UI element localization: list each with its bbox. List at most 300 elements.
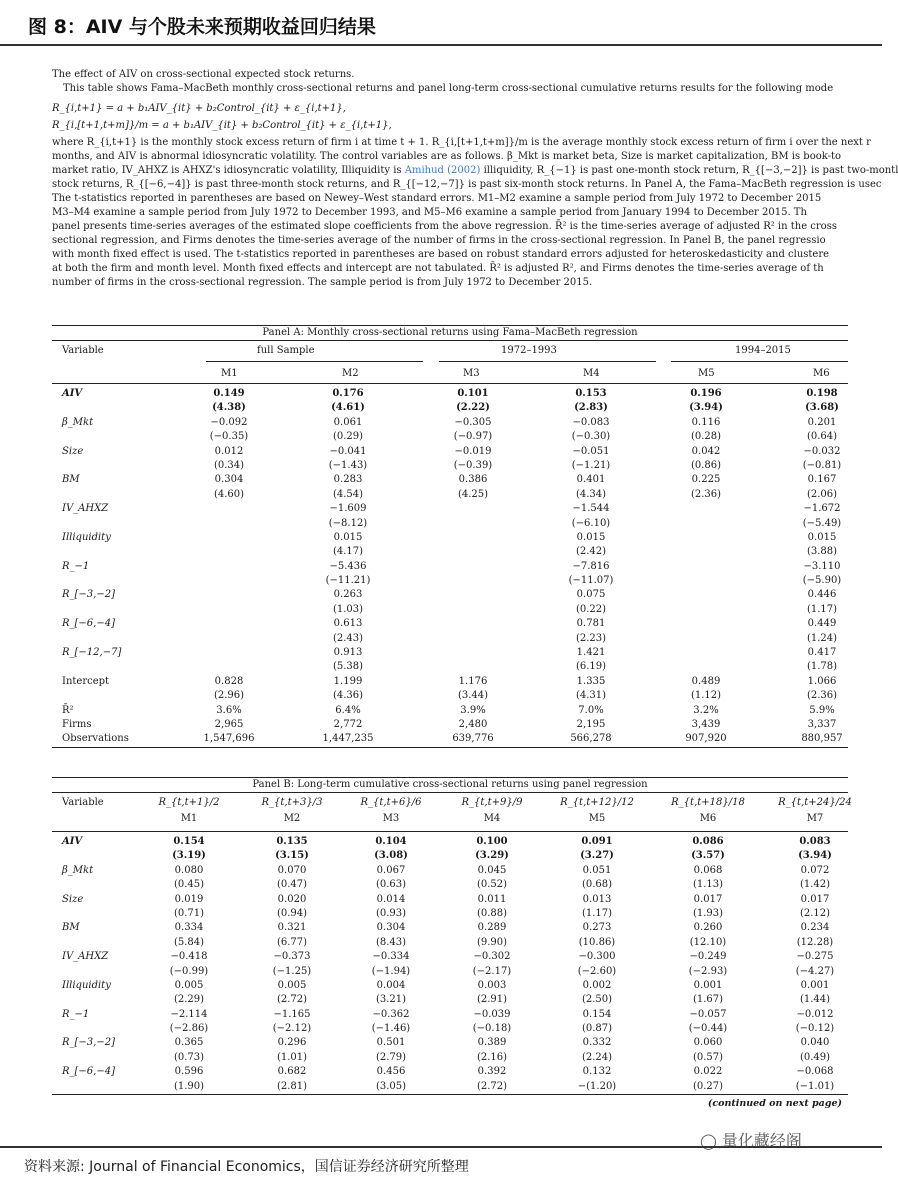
table-cell: (0.93) — [375, 907, 407, 919]
table-cell: (10.86) — [578, 936, 616, 948]
table-cell: (5.84) — [173, 936, 205, 948]
table-cell: (3.88) — [806, 546, 838, 558]
table-cell: (2.06) — [806, 488, 838, 500]
caption-line: at both the firm and month level. Month fixed effects and intercept are not tabulated. R̄² is adjusted R², and Firms denotes the time-series average of th — [52, 263, 824, 274]
row-label: β_Mkt — [62, 416, 94, 428]
row-label: R_−1 — [62, 560, 90, 572]
table-cell: 5.9% — [809, 704, 835, 716]
caption-line: panel presents time-series averages of the estimated slope coefficients from the above regression. R̄² is the time-series average of adjusted R² in the cross — [52, 221, 837, 232]
dependent-variable-header: R_{t,t+1}/2 — [158, 797, 220, 808]
model-header: M4 — [583, 368, 600, 379]
group-rule — [671, 361, 848, 362]
table-cell: (4.31) — [575, 690, 607, 702]
table-cell: 0.014 — [376, 893, 406, 905]
table-cell: 0.004 — [376, 979, 406, 991]
table-cell: 0.446 — [807, 589, 837, 601]
table-cell: 7.0% — [578, 704, 604, 716]
table-cell: (5.38) — [332, 661, 364, 673]
table-cell: (−0.35) — [209, 431, 249, 443]
table-cell: (2.91) — [476, 994, 508, 1006]
table-cell: 2,480 — [458, 718, 488, 730]
table-cell: 0.456 — [376, 1066, 406, 1078]
model-header: M7 — [806, 813, 824, 824]
table-cell: (2.36) — [690, 488, 722, 500]
table-row — [52, 993, 848, 1007]
table-cell: 0.070 — [277, 864, 307, 876]
row-label: AIV — [62, 836, 83, 847]
table-cell: (0.64) — [806, 431, 838, 443]
table-cell: (4.54) — [332, 488, 364, 500]
table-cell: 0.913 — [333, 647, 363, 659]
row-label: R_[−3,−2] — [62, 589, 115, 601]
table-cell: 1.066 — [807, 675, 837, 687]
row-label: Size — [62, 893, 84, 905]
table-cell: 0.153 — [575, 388, 607, 399]
table-cell: 0.828 — [214, 675, 244, 687]
row-label: Intercept — [62, 675, 110, 687]
table-cell: −7.816 — [572, 560, 610, 572]
table-cell: 0.019 — [174, 893, 204, 905]
table-cell: 0.304 — [214, 474, 244, 486]
table-cell: −3.110 — [803, 560, 841, 572]
table-cell: (2.16) — [476, 1051, 508, 1063]
table-cell: 6.4% — [335, 704, 361, 716]
table-cell: 1,547,696 — [203, 733, 255, 745]
table-row — [52, 1080, 848, 1094]
table-cell: 566,278 — [570, 733, 612, 745]
table-cell: 0.104 — [375, 836, 407, 847]
table-cell: (0.29) — [332, 431, 364, 443]
table-cell: (−0.12) — [795, 1023, 835, 1035]
table-cell: (0.45) — [173, 879, 205, 891]
table-cell: −5.436 — [329, 560, 367, 572]
table-cell: (0.94) — [276, 907, 308, 919]
model-header: M6 — [813, 368, 830, 379]
model-header: M3 — [382, 813, 400, 824]
table-cell: 1.335 — [576, 675, 606, 687]
table-cell: −0.302 — [473, 951, 511, 963]
table-cell: −0.012 — [796, 1008, 834, 1020]
table-cell: (12.10) — [689, 936, 727, 948]
table-cell: 0.075 — [576, 589, 606, 601]
table-cell: 0.002 — [582, 979, 612, 991]
table-cell: −0.373 — [273, 951, 311, 963]
table-cell: 0.365 — [174, 1037, 204, 1049]
group-header: 1972–1993 — [501, 345, 557, 356]
table-row — [52, 864, 848, 878]
table-cell: 0.005 — [174, 979, 204, 991]
table-cell: (4.60) — [213, 488, 245, 500]
table-cell: (−1.94) — [371, 965, 411, 977]
table-cell: 0.198 — [806, 388, 838, 399]
table-cell: −0.019 — [454, 445, 492, 457]
table-row — [52, 473, 848, 487]
table-cell: (0.47) — [276, 879, 308, 891]
caption-line: sectional regression, and Firms denotes the time-series average of the number of firms in the cross-sectional regression. In Panel B, the panel regressio — [52, 235, 826, 246]
model-header: M5 — [588, 813, 606, 824]
table-cell: (−0.99) — [169, 965, 209, 977]
panel-a-header — [52, 341, 848, 384]
table-cell: (1.24) — [806, 632, 838, 644]
table-cell: (1.42) — [799, 879, 831, 891]
caption-line: with month fixed effect is used. The t-statistics reported in parentheses are based on robust standard errors adjusted for heteroskedasticity and clustere — [52, 249, 830, 260]
table-cell: (3.15) — [275, 850, 309, 862]
table-cell: 0.386 — [458, 474, 488, 486]
table-cell: 0.067 — [376, 864, 406, 876]
table-cell: (2.79) — [375, 1051, 407, 1063]
table-cell: 3,337 — [807, 718, 837, 730]
table-cell: (2.43) — [332, 632, 364, 644]
table-row — [52, 979, 848, 993]
table-cell: (3.19) — [172, 850, 206, 862]
table-cell: (1.90) — [173, 1080, 205, 1092]
table-cell: 0.296 — [277, 1037, 307, 1049]
table-cell: (0.68) — [581, 879, 613, 891]
table-cell: 0.154 — [173, 836, 205, 847]
table-cell: 0.015 — [576, 531, 606, 543]
table-cell: (−4.27) — [795, 965, 835, 977]
table-cell: (2.22) — [456, 402, 490, 414]
table-cell: 0.017 — [800, 893, 830, 905]
table-cell: (1.01) — [276, 1051, 308, 1063]
table-cell: 3.2% — [693, 704, 719, 716]
panel-a-title: Panel A: Monthly cross-sectional returns using Fama–MacBeth regression — [52, 325, 848, 341]
table-cell: 0.116 — [691, 416, 721, 428]
table-cell: 0.332 — [582, 1037, 612, 1049]
table-cell: (−2.17) — [472, 965, 512, 977]
table-cell: (1.44) — [799, 994, 831, 1006]
caption-text: market ratio, IV_AHXZ is AHXZ's idiosyncratic volatility, Illiquidity is — [52, 165, 402, 176]
row-label: AIV — [62, 388, 83, 399]
table-cell: −0.305 — [454, 416, 492, 428]
table-caption — [52, 68, 898, 290]
table-cell: 3,439 — [691, 718, 721, 730]
table-cell: (0.73) — [173, 1051, 205, 1063]
table-cell: (−1.43) — [328, 459, 368, 471]
table-cell: 0.068 — [693, 864, 723, 876]
table-cell: 2,772 — [333, 718, 363, 730]
table-cell: 0.080 — [174, 864, 204, 876]
table-cell: (0.27) — [692, 1080, 724, 1092]
table-cell: 1.199 — [333, 675, 363, 687]
table-row — [52, 936, 848, 950]
table-cell: (−8.12) — [328, 517, 368, 529]
table-cell: (2.72) — [476, 1080, 508, 1092]
table-cell: (0.71) — [173, 907, 205, 919]
row-label: R_[−3,−2] — [62, 1037, 115, 1049]
table-cell: 0.225 — [691, 474, 721, 486]
table-cell: (−0.44) — [688, 1023, 728, 1035]
table-cell: (4.36) — [332, 690, 364, 702]
table-cell: (2.50) — [581, 994, 613, 1006]
table-cell: 0.003 — [477, 979, 507, 991]
table-cell: 0.135 — [276, 836, 308, 847]
caption-line: where R_{i,t+1} is the monthly stock excess return of firm i at time t + 1. R_{i,[t+1,t+m]}/m is the average monthly stock excess return of firm i over the next r — [52, 137, 871, 148]
table-row — [52, 1065, 848, 1079]
table-cell: −0.032 — [803, 445, 841, 457]
panel-a-bottom-rule — [52, 747, 848, 748]
table-cell: (3.27) — [580, 850, 614, 862]
table-cell: 1,447,235 — [322, 733, 374, 745]
table-row — [52, 1022, 848, 1036]
table-row — [52, 704, 848, 718]
table-cell: 639,776 — [452, 733, 494, 745]
table-cell: (−2.12) — [272, 1023, 312, 1035]
table-cell: 0.596 — [174, 1066, 204, 1078]
panel-b-table — [52, 777, 852, 1110]
table-cell: (−11.21) — [325, 575, 371, 587]
table-cell: 0.149 — [213, 388, 245, 399]
table-cell: 0.289 — [477, 922, 507, 934]
table-cell: (2.12) — [799, 907, 831, 919]
table-cell: 0.100 — [476, 836, 508, 847]
table-cell: −0.300 — [578, 951, 616, 963]
source-footer — [0, 1146, 882, 1183]
table-cell: (9.90) — [476, 936, 508, 948]
table-cell: (−2.60) — [577, 965, 617, 977]
table-row — [52, 878, 848, 892]
table-cell: (0.52) — [476, 879, 508, 891]
model-header: M5 — [698, 368, 715, 379]
table-cell: (3.05) — [375, 1080, 407, 1092]
table-cell: 0.263 — [333, 589, 363, 601]
table-row — [52, 732, 848, 746]
table-cell: 0.273 — [582, 922, 612, 934]
table-cell: 0.321 — [277, 922, 307, 934]
table-row — [52, 617, 848, 631]
table-cell: 0.417 — [807, 647, 837, 659]
table-cell: 0.001 — [800, 979, 830, 991]
dependent-variable-header: R_{t,t+9}/9 — [461, 797, 523, 808]
table-row — [52, 660, 848, 674]
watermark-text: 量化藏经阁 — [721, 1131, 802, 1150]
caption-line: M3–M4 examine a sample period from July 1972 to December 1993, and M5–M6 examine a sample period from January 1994 to December 2015. Th — [52, 207, 807, 218]
table-cell: (−1.21) — [571, 459, 611, 471]
table-row — [52, 921, 848, 935]
row-label: Firms — [62, 718, 92, 730]
table-cell: 0.781 — [576, 618, 606, 630]
equation-1: R_{i,t+1} = a + b₁AIV_{it} + b₂Control_{it} + ε_{i,t+1}, — [52, 103, 346, 114]
table-cell: 0.401 — [576, 474, 606, 486]
table-cell: 0.086 — [692, 836, 724, 847]
table-cell: (0.49) — [799, 1051, 831, 1063]
table-cell: −0.092 — [210, 416, 248, 428]
table-cell: (−1.25) — [272, 965, 312, 977]
panel-b-title: Panel B: Long-term cumulative cross-sectional returns using panel regression — [52, 777, 848, 793]
table-cell: (2.36) — [806, 690, 838, 702]
table-row — [52, 387, 848, 401]
table-cell: (−2.86) — [169, 1023, 209, 1035]
table-cell: 3.9% — [460, 704, 486, 716]
model-header: M3 — [463, 368, 480, 379]
table-row — [52, 1008, 848, 1022]
group-header: 1994–2015 — [735, 345, 791, 356]
figure-title: 图 8：AIV 与个股未来预期收益回归结果 — [28, 16, 376, 38]
table-cell: (3.94) — [689, 402, 723, 414]
table-row — [52, 560, 848, 574]
table-cell: (0.28) — [690, 431, 722, 443]
table-cell: 0.051 — [582, 864, 612, 876]
table-cell: (2.24) — [581, 1051, 613, 1063]
table-cell: −0.362 — [372, 1008, 410, 1020]
table-cell: −0.068 — [796, 1066, 834, 1078]
table-cell: (2.72) — [276, 994, 308, 1006]
caption-line: number of firms in the cross-sectional regression. The sample period is from July 1972 to December 2015. — [52, 277, 593, 288]
table-cell: 880,957 — [801, 733, 843, 745]
table-cell: 0.042 — [691, 445, 721, 457]
table-cell: (−5.90) — [802, 575, 842, 587]
row-label: Size — [62, 445, 84, 457]
table-cell: 0.234 — [800, 922, 830, 934]
table-cell: 0.489 — [691, 675, 721, 687]
table-cell: 0.015 — [333, 531, 363, 543]
table-row — [52, 950, 848, 964]
table-row — [52, 588, 848, 602]
table-cell: 0.072 — [800, 864, 830, 876]
table-cell: 0.682 — [277, 1066, 307, 1078]
table-cell: 0.061 — [333, 416, 363, 428]
table-row — [52, 603, 848, 617]
row-label: R_[−6,−4] — [62, 618, 115, 630]
panel-b-bottom-rule — [52, 1094, 848, 1095]
table-cell: −0.334 — [372, 951, 410, 963]
table-cell: (3.08) — [374, 850, 408, 862]
table-cell: −1.544 — [572, 503, 610, 515]
row-label: IV_AHXZ — [62, 951, 109, 963]
table-cell: (0.22) — [575, 603, 607, 615]
table-cell: (−0.39) — [453, 459, 493, 471]
row-label: IV_AHXZ — [62, 503, 109, 515]
variable-header: Variable — [62, 797, 104, 808]
table-cell: (2.29) — [173, 994, 205, 1006]
table-row — [52, 517, 848, 531]
table-cell: 0.196 — [690, 388, 722, 399]
table-cell: 0.083 — [799, 836, 831, 847]
table-cell: 0.020 — [277, 893, 307, 905]
table-cell: (2.96) — [213, 690, 245, 702]
table-cell: 0.260 — [693, 922, 723, 934]
table-cell: 0.015 — [807, 531, 837, 543]
caption-line: stock returns, R_{[−6,−4]} is past three-month stock returns, and R_{[−12,−7]} is past six-month stock returns. In Panel A, the Fama–MacBeth regression is usec — [52, 179, 882, 190]
table-cell: (4.25) — [457, 488, 489, 500]
table-cell: (1.03) — [332, 603, 364, 615]
figure-header — [0, 0, 882, 46]
row-label: R_[−12,−7] — [62, 647, 122, 659]
wechat-icon: ◯ — [700, 1132, 717, 1150]
table-cell: (3.68) — [805, 402, 839, 414]
table-cell: (−2.93) — [688, 965, 728, 977]
panel-b-body — [52, 832, 848, 1094]
table-cell: (0.57) — [692, 1051, 724, 1063]
table-cell: (8.43) — [375, 936, 407, 948]
table-cell: (2.81) — [276, 1080, 308, 1092]
table-cell: 0.040 — [800, 1037, 830, 1049]
table-cell: (1.17) — [806, 603, 838, 615]
table-cell: 0.022 — [693, 1066, 723, 1078]
table-row — [52, 675, 848, 689]
table-cell: (0.87) — [581, 1023, 613, 1035]
table-cell: 0.001 — [693, 979, 723, 991]
table-cell: 0.176 — [332, 388, 364, 399]
row-label: BM — [62, 922, 80, 934]
table-cell: (0.63) — [375, 879, 407, 891]
table-cell: 0.167 — [807, 474, 837, 486]
model-header: M2 — [342, 368, 359, 379]
table-cell: (−0.18) — [472, 1023, 512, 1035]
citation-link[interactable]: Amihud (2002) — [404, 165, 481, 176]
table-cell: (0.34) — [213, 459, 245, 471]
table-cell: (2.42) — [575, 546, 607, 558]
table-cell: 0.017 — [693, 893, 723, 905]
table-cell: (−0.97) — [453, 431, 493, 443]
table-cell: (2.83) — [574, 402, 608, 414]
table-cell: 0.005 — [277, 979, 307, 991]
table-cell: −2.114 — [170, 1008, 208, 1020]
table-cell: −0.083 — [572, 416, 610, 428]
table-cell: 0.389 — [477, 1037, 507, 1049]
caption-text: illiquidity, R_{−1} is past one-month stock return, R_{[−3,−2]} is past two-montl — [483, 165, 898, 176]
table-cell: (0.86) — [690, 459, 722, 471]
table-cell: (4.17) — [332, 546, 364, 558]
caption-line — [52, 164, 898, 178]
group-rule — [439, 361, 656, 362]
table-cell: (−1.01) — [795, 1080, 835, 1092]
table-cell: −0.418 — [170, 951, 208, 963]
table-cell: −0.275 — [796, 951, 834, 963]
dependent-variable-header: R_{t,t+18}/18 — [671, 797, 745, 808]
row-label: R_[−6,−4] — [62, 1066, 115, 1078]
table-cell: (1.78) — [806, 661, 838, 673]
table-row — [52, 531, 848, 545]
table-cell: (1.12) — [690, 690, 722, 702]
table-cell: −1.165 — [273, 1008, 311, 1020]
table-cell: 2,965 — [214, 718, 244, 730]
model-header: M4 — [483, 813, 501, 824]
table-cell: 1.421 — [576, 647, 606, 659]
table-cell: −1.672 — [803, 503, 841, 515]
table-cell: (−0.81) — [802, 459, 842, 471]
table-cell: 0.132 — [582, 1066, 612, 1078]
panel-a-table — [52, 325, 848, 748]
row-label: Illiquidity — [62, 979, 111, 991]
model-header: M1 — [180, 813, 198, 824]
table-cell: (3.57) — [691, 850, 725, 862]
continued-note: (continued on next page) — [707, 1098, 842, 1110]
variable-header: Variable — [62, 345, 104, 356]
table-row — [52, 445, 848, 459]
table-row — [52, 401, 848, 415]
table-cell: −1.609 — [329, 503, 367, 515]
table-cell: 907,920 — [685, 733, 727, 745]
table-cell: −0.249 — [689, 951, 727, 963]
table-row — [52, 689, 848, 703]
source-text: 资料来源: Journal of Financial Economics，国信证券经济研究所整理 — [24, 1159, 469, 1175]
table-cell: 0.091 — [581, 836, 613, 847]
caption-line: This table shows Fama–MacBeth monthly cross-sectional returns and panel long-term cross-sectional cumulative returns results for the following mode — [63, 83, 834, 94]
dependent-variable-header: R_{t,t+24}/24 — [778, 797, 852, 808]
table-cell: −0.041 — [329, 445, 367, 457]
equation-2: R_{i,[t+1,t+m]}/m = a + b₁AIV_{it} + b₂Control_{it} + ε_{i,t+1}, — [52, 120, 392, 131]
table-cell: 0.334 — [174, 922, 204, 934]
table-cell: −0.051 — [572, 445, 610, 457]
table-row — [52, 632, 848, 646]
table-cell: 0.613 — [333, 618, 363, 630]
table-cell: (1.17) — [581, 907, 613, 919]
table-cell: (12.28) — [796, 936, 834, 948]
table-row — [52, 488, 848, 502]
row-label: Observations — [62, 733, 129, 745]
table-cell: (−11.07) — [568, 575, 614, 587]
